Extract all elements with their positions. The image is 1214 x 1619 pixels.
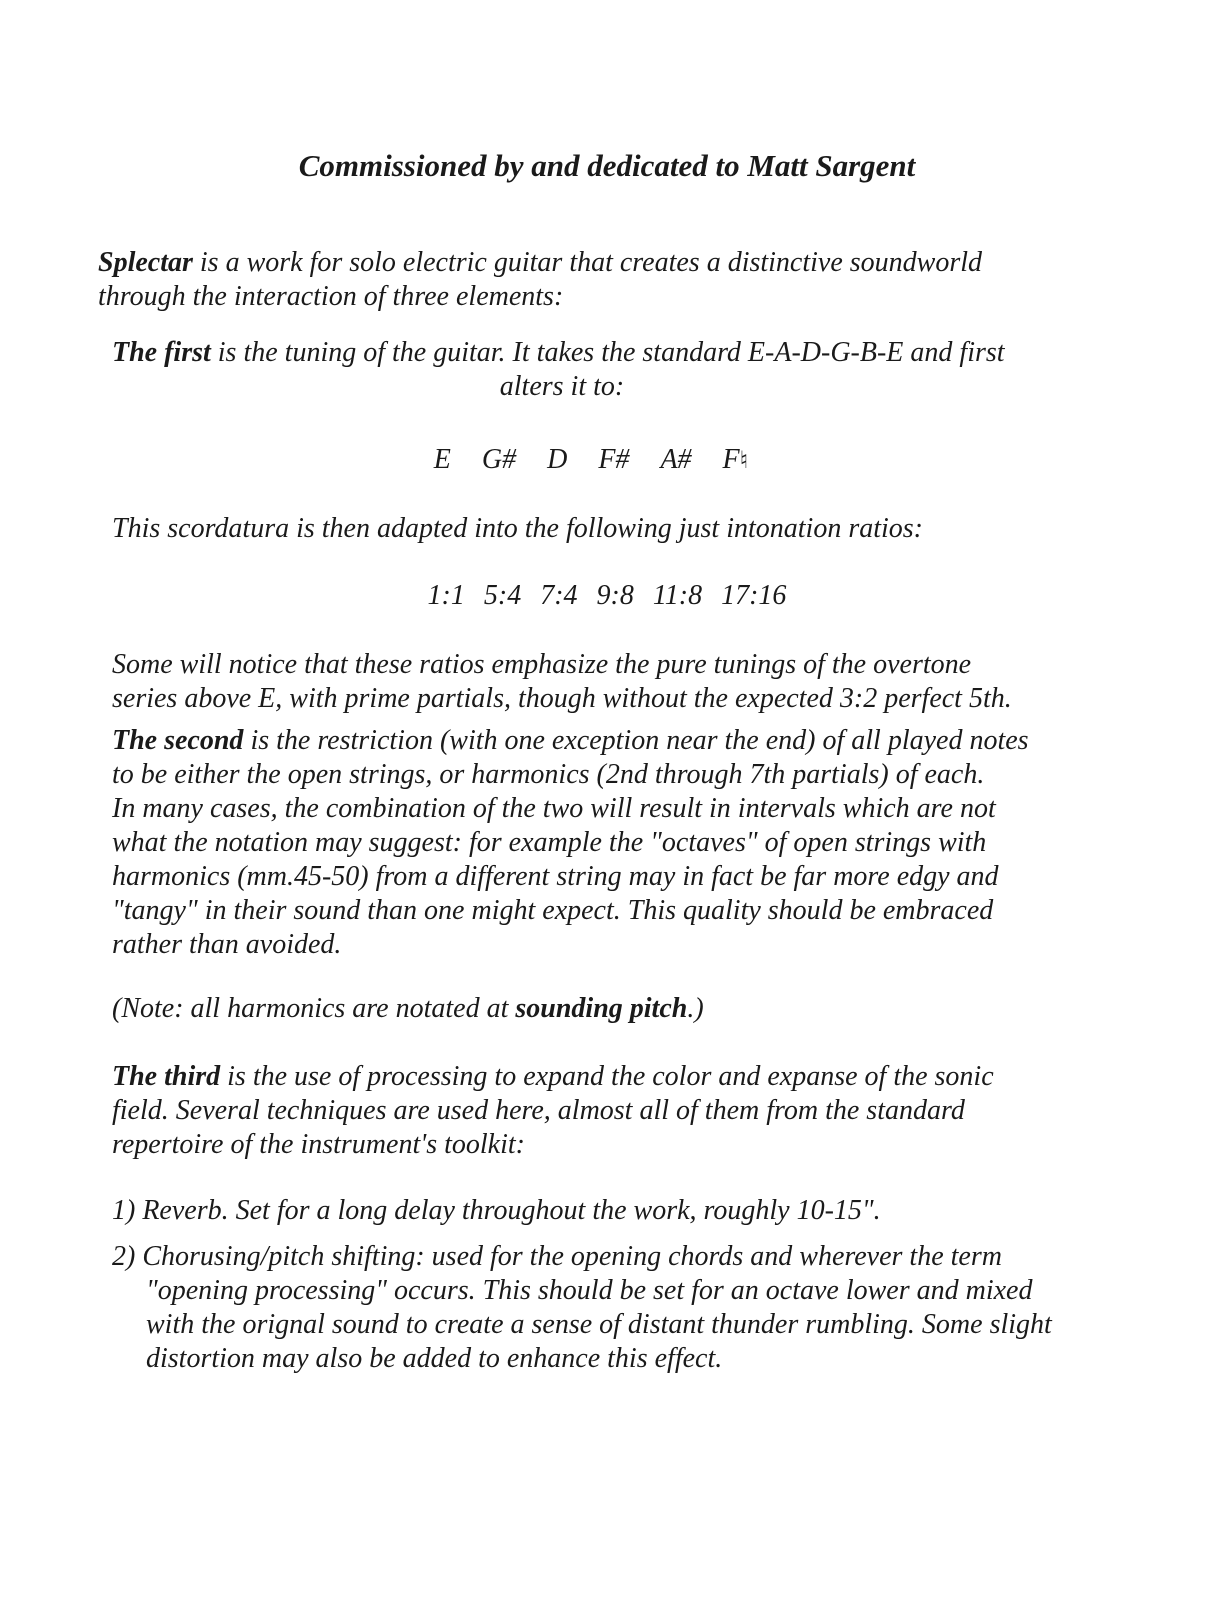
- note-2: G#: [481, 444, 517, 475]
- scordatura-line: This scordatura is then adapted into the following just intonation ratios:: [112, 513, 924, 544]
- ratio-3: 7:4: [540, 580, 578, 611]
- just-intonation-ratios: [0, 580, 1214, 612]
- ratio-6: 17:16: [721, 580, 787, 611]
- page-title: Commissioned by and dedicated to Matt Sargent: [298, 148, 916, 183]
- note-3: D: [547, 444, 568, 475]
- third-element-paragraph: The third is the use of processing to expand the color and expanse of the sonic field. Several techniques are used here, almost all of them from the standard repertoire of the instrument's toolkit:: [112, 1061, 994, 1160]
- list-item-chorusing: 2) Chorusing/pitch shifting: used for the opening chords and wherever the term "opening processing" occurs. This should be set for an octave lower and mixed with the orignal sound to create a sense of distant thunder rumbling. Some slight distortion may also be added to enhance this effect.: [112, 1241, 1052, 1374]
- overtone-paragraph: Some will notice that these ratios emphasize the pure tunings of the overtone series above E, with prime partials, though without the expected 3:2 perfect 5th.: [112, 649, 1012, 714]
- first-element-paragraph: The first is the tuning of the guitar. It takes the standard E-A-D-G-B-E and first alters it to:: [112, 337, 1005, 402]
- note-1: E: [433, 444, 451, 475]
- ratio-2: 5:4: [483, 580, 522, 611]
- third-heading: The third: [112, 1061, 221, 1092]
- intro-paragraph: Splectar is a work for solo electric guitar that creates a distinctive soundworld through the interaction of three elements:: [98, 247, 983, 312]
- harmonics-note: (Note: all harmonics are notated at sounding pitch.): [112, 993, 704, 1024]
- list-item-reverb: 1) Reverb. Set for a long delay throughout the work, roughly 10-15".: [112, 1195, 881, 1226]
- ratio-5: 11:8: [652, 580, 703, 611]
- second-element-paragraph: The second is the restriction (with one exception near the end) of all played notes to be either the open strings, or harmonics (2nd through 7th partials) of each. In many cases, the combination of the two will result in intervals which are not what the notation may suggest: for example the "octaves" of open strings with harmonics (mm.45-50) from a different string may in fact be far more edgy and "tangy" in their sound than one might expect. This quality should be embraced rather than avoided.: [112, 725, 1029, 960]
- first-heading: The first: [112, 337, 211, 368]
- note-5: A#: [660, 444, 692, 475]
- natural-sign-icon: ♮: [739, 446, 749, 474]
- altered-tuning: [0, 444, 1198, 476]
- note-6: F♮: [722, 444, 749, 475]
- ratio-1: 1:1: [427, 580, 465, 611]
- work-title: Splectar: [98, 247, 193, 278]
- note-4: F#: [598, 444, 630, 475]
- ratio-4: 9:8: [596, 580, 634, 611]
- second-heading: The second: [112, 725, 244, 756]
- sounding-pitch-emphasis: sounding pitch: [515, 993, 688, 1024]
